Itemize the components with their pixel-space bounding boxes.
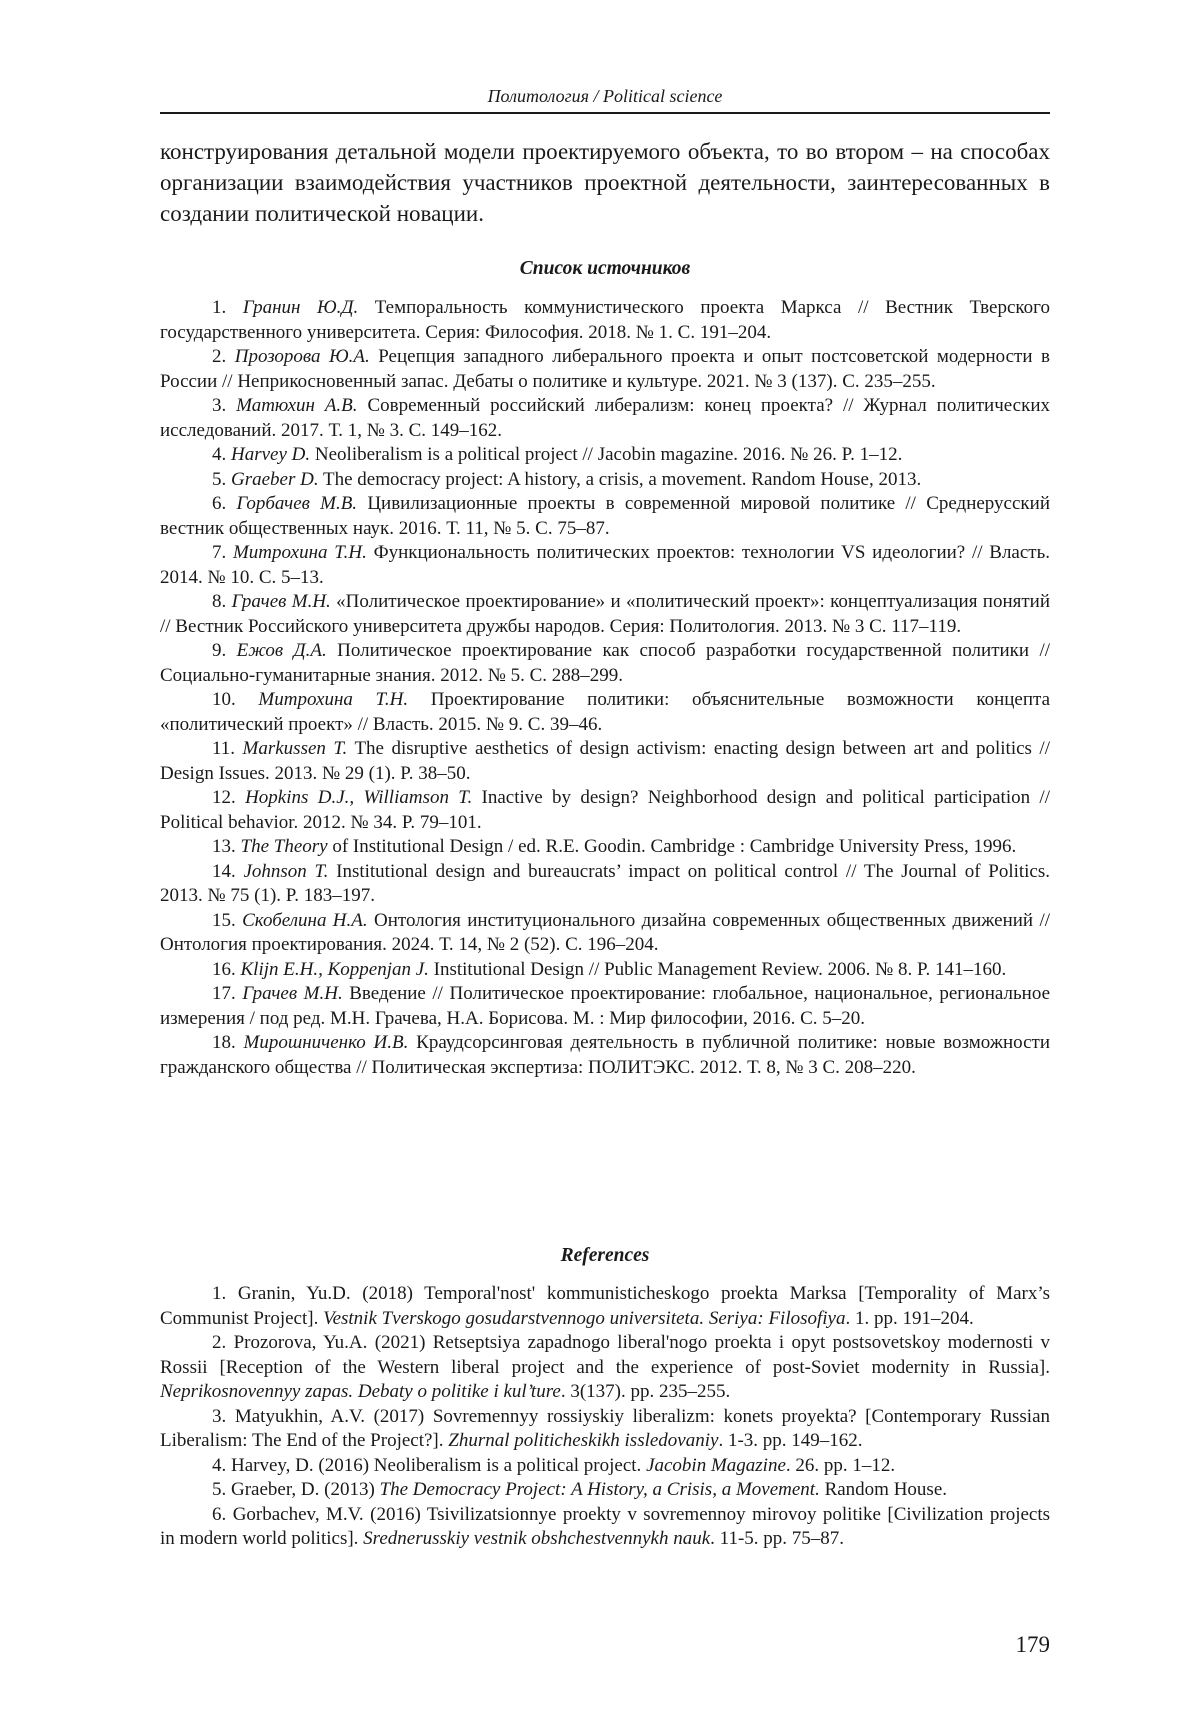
entry-text: Цивилизационные проекты в современной мировой политике // Среднерусский вестник общественных наук. 2016. Т. 11, № 5. С. 75–87. [160,493,1050,539]
entry-details: . 26. pp. 1–12. [785,1454,896,1476]
entry-number: 5. [212,1479,231,1500]
entry-journal: The Democracy Project: A History, a Crisis, a Movement. [379,1479,820,1500]
entry-journal: Zhurnal politicheskikh issledovaniy [448,1430,719,1451]
sources-list [160,296,1050,1080]
entry-author: Ежов Д.А. [236,640,327,661]
source-entry [160,296,1050,345]
entry-author: Грачев М.Н. [231,591,331,612]
references-title: References [560,1245,650,1266]
entry-author: Hopkins D.J., Williamson T. [245,787,473,808]
entry-journal: Neprikosnovennyy zapas. Debaty o politike i kul’ture [160,1381,561,1402]
source-entry [160,688,1050,737]
entry-text: «Политическое проектирование» и «политический проект»: концептуализация понятий // Вестник Российского университета дружбы народов. Серия: Политология. 2013. № 3 С. 117–119. [160,591,1051,637]
references-list [160,1282,1050,1552]
entry-author: Markussen T. [242,738,348,759]
entry-author: Грачев М.Н. [242,983,343,1004]
running-header: Политология / Political science [487,86,723,106]
entry-details: . 1-3. pp. 149–162. [718,1430,863,1451]
entry-details: Random House. [819,1479,948,1500]
source-entry [160,394,1050,443]
reference-entry [160,1454,1050,1479]
entry-text: Inactive by design? Neighborhood design and political participation // Political behavior. 2012. № 34. P. 79–101. [160,787,1050,833]
source-entry [160,737,1050,786]
entry-number: 7. [212,542,233,563]
entry-text: Краудсорсинговая деятельность в публичной политике: новые возможности гражданского общества // Политическая экспертиза: ПОЛИТЭКС. 2012. Т. 8, № 3 С. 208–220. [160,1032,1050,1078]
entry-author: Прозорова Ю.А. [234,346,370,367]
source-entry [160,590,1050,639]
source-entry [160,541,1050,590]
entry-number: 13. [212,836,241,857]
entry-text: Gorbachev, M.V. (2016) Tsivilizatsionnye proekty v sovremennoy mirovoy politike [Civilization projects in modern world politics]. [160,1503,1051,1549]
entry-text: Современный российский либерализм: конец проекта? // Журнал политических исследований. 2017. Т. 1, № 3. С. 149–162. [160,395,1050,441]
entry-author: Митрохина Т.Н. [232,542,367,563]
reference-entry [160,1503,1050,1552]
entry-author: Мирошниченко И.В. [243,1032,409,1053]
sources-title: Список источников [519,258,691,279]
entry-text: Matyukhin, A.V. (2017) Sovremennyy rossiyskiy liberalizm: konets proyekta? [Contemporary Russian Liberalism: The End of the Project?]. [160,1405,1051,1451]
entry-number: 8. [212,591,232,612]
source-entry [160,1031,1050,1080]
source-entry [160,492,1050,541]
entry-author: Митрохина Т.Н. [258,689,409,710]
entry-text: Institutional design and bureaucrats’ impact on political control // The Journal of Politics. 2013. № 75 (1). P. 183–197. [160,860,1051,906]
entry-author: Harvey D. [231,444,311,465]
page-number: 179 [1015,1632,1050,1657]
source-entry [160,468,1050,493]
entry-number: 1. [212,1283,238,1304]
entry-text: Рецепция западного либерального проекта и опыт постсоветской модерности в России // Неприкосновенный запас. Дебаты о политике и культуре. 2021. № 3 (137). С. 235–255. [160,346,1050,392]
entry-number: 6. [212,1503,233,1525]
entry-number: 3. [212,1405,235,1427]
entry-text: Функциональность политических проектов: технологии VS идеологии? // Власть. 2014. № 10. С. 5–13. [160,542,1051,588]
source-entry [160,345,1050,394]
entry-details: . 11-5. pp. 75–87. [710,1528,845,1549]
entry-number: 10. [212,689,259,710]
entry-text: Проектирование политики: объяснительные возможности концепта «политический проект» // Власть. 2015. № 9. С. 39–46. [160,689,1051,735]
entry-author: Johnson T. [243,860,329,882]
header-rule [160,112,1050,114]
source-entry [160,835,1050,860]
entry-number: 3. [212,395,237,416]
entry-number: 18. [212,1032,244,1053]
entry-details: . 1. pp. 191–204. [845,1307,974,1329]
entry-author: Скобелина Н.А. [242,909,368,931]
reference-entry [160,1282,1050,1331]
source-entry [160,909,1050,958]
reference-entry [160,1478,1050,1503]
entry-number: 16. [212,958,241,980]
entry-author: The Theory [240,836,328,857]
entry-text: Политическое проектирование как способ разработки государственной политики // Социально-гуманитарные знания. 2012. № 5. С. 288–299. [160,640,1051,686]
entry-number: 17. [212,983,243,1004]
entry-number: 2. [212,1332,234,1353]
entry-number: 14. [212,860,244,882]
entry-number: 9. [212,640,237,661]
reference-entry [160,1405,1050,1454]
entry-author: Klijn E.H., Koppenjan J. [240,958,429,980]
reference-entry [160,1331,1050,1405]
entry-details: . 3(137). pp. 235–255. [560,1381,731,1402]
entry-journal: Vestnik Tverskogo gosudarstvennogo universiteta. Seriya: Filosofiya [323,1307,846,1329]
source-entry [160,786,1050,835]
source-entry [160,639,1050,688]
source-entry [160,958,1050,983]
entry-number: 12. [212,787,246,808]
entry-text: Neoliberalism is a political project // Jacobin magazine. 2016. № 26. P. 1–12. [310,444,903,465]
entry-text: Темпоральность коммунистического проекта Маркса // Вестник Тверского государственного университета. Серия: Философия. 2018. № 1. С. 191–204. [160,297,1050,343]
entry-text: Harvey, D. (2016) Neoliberalism is a political project. [231,1454,647,1476]
entry-author: Graeber D. [231,468,319,490]
entry-text: of Institutional Design / ed. R.E. Goodin. Cambridge : Cambridge University Press, 1996. [327,836,1017,857]
entry-text: Graeber, D. (2013) [231,1479,380,1500]
entry-number: 6. [212,493,237,514]
entry-number: 11. [212,738,243,759]
entry-text: The democracy project: A history, a crisis, a movement. Random House, 2013. [318,468,922,490]
entry-text: Granin, Yu.D. (2018) Temporal'nost' kommunisticheskogo proekta Marksa [Temporality of Marx’s Communist Project]. [160,1283,1051,1329]
entry-author: Гранин Ю.Д. [242,297,359,318]
entry-number: 4. [212,1454,231,1476]
entry-text: Онтология институционального дизайна современных общественных движений // Онтология проектирования. 2024. Т. 14, № 2 (52). С. 196–204. [160,909,1051,955]
entry-number: 4. [212,444,231,465]
entry-author: Горбачев М.В. [236,493,358,514]
entry-number: 1. [212,297,243,318]
source-entry [160,443,1050,468]
entry-text: Institutional Design // Public Management Review. 2006. № 8. P. 141–160. [428,958,1007,980]
entry-number: 5. [212,468,231,490]
intro-paragraph: конструирования детальной модели проектируемого объекта, то во втором – на способах организации взаимодействия участников проектной деятельности, заинтересованных в создании политической новации. [160,139,1050,226]
source-entry [160,860,1050,909]
entry-journal: Srednerusskiy vestnik obshchestvennykh nauk [363,1528,711,1549]
entry-text: Prozorova, Yu.A. (2021) Retseptsiya zapadnogo liberal'nogo proekta i opyt postsovetskoy modernosti v Rossii [Reception of the Western liberal project and the experience of post-Soviet modernity in Russia]. [160,1332,1050,1378]
entry-text: The disruptive aesthetics of design activism: enacting design between art and politics // Design Issues. 2013. № 29 (1). P. 38–50. [160,738,1050,784]
entry-author: Матюхин А.В. [236,395,358,416]
entry-number: 2. [212,346,235,367]
entry-text: Введение // Политическое проектирование: глобальное, национальное, региональное измерения / под ред. М.Н. Грачева, Н.А. Борисова. М. : Мир философии, 2016. С. 5–20. [160,983,1051,1029]
entry-journal: Jacobin Magazine [646,1454,786,1476]
entry-number: 15. [212,909,243,931]
source-entry [160,982,1050,1031]
